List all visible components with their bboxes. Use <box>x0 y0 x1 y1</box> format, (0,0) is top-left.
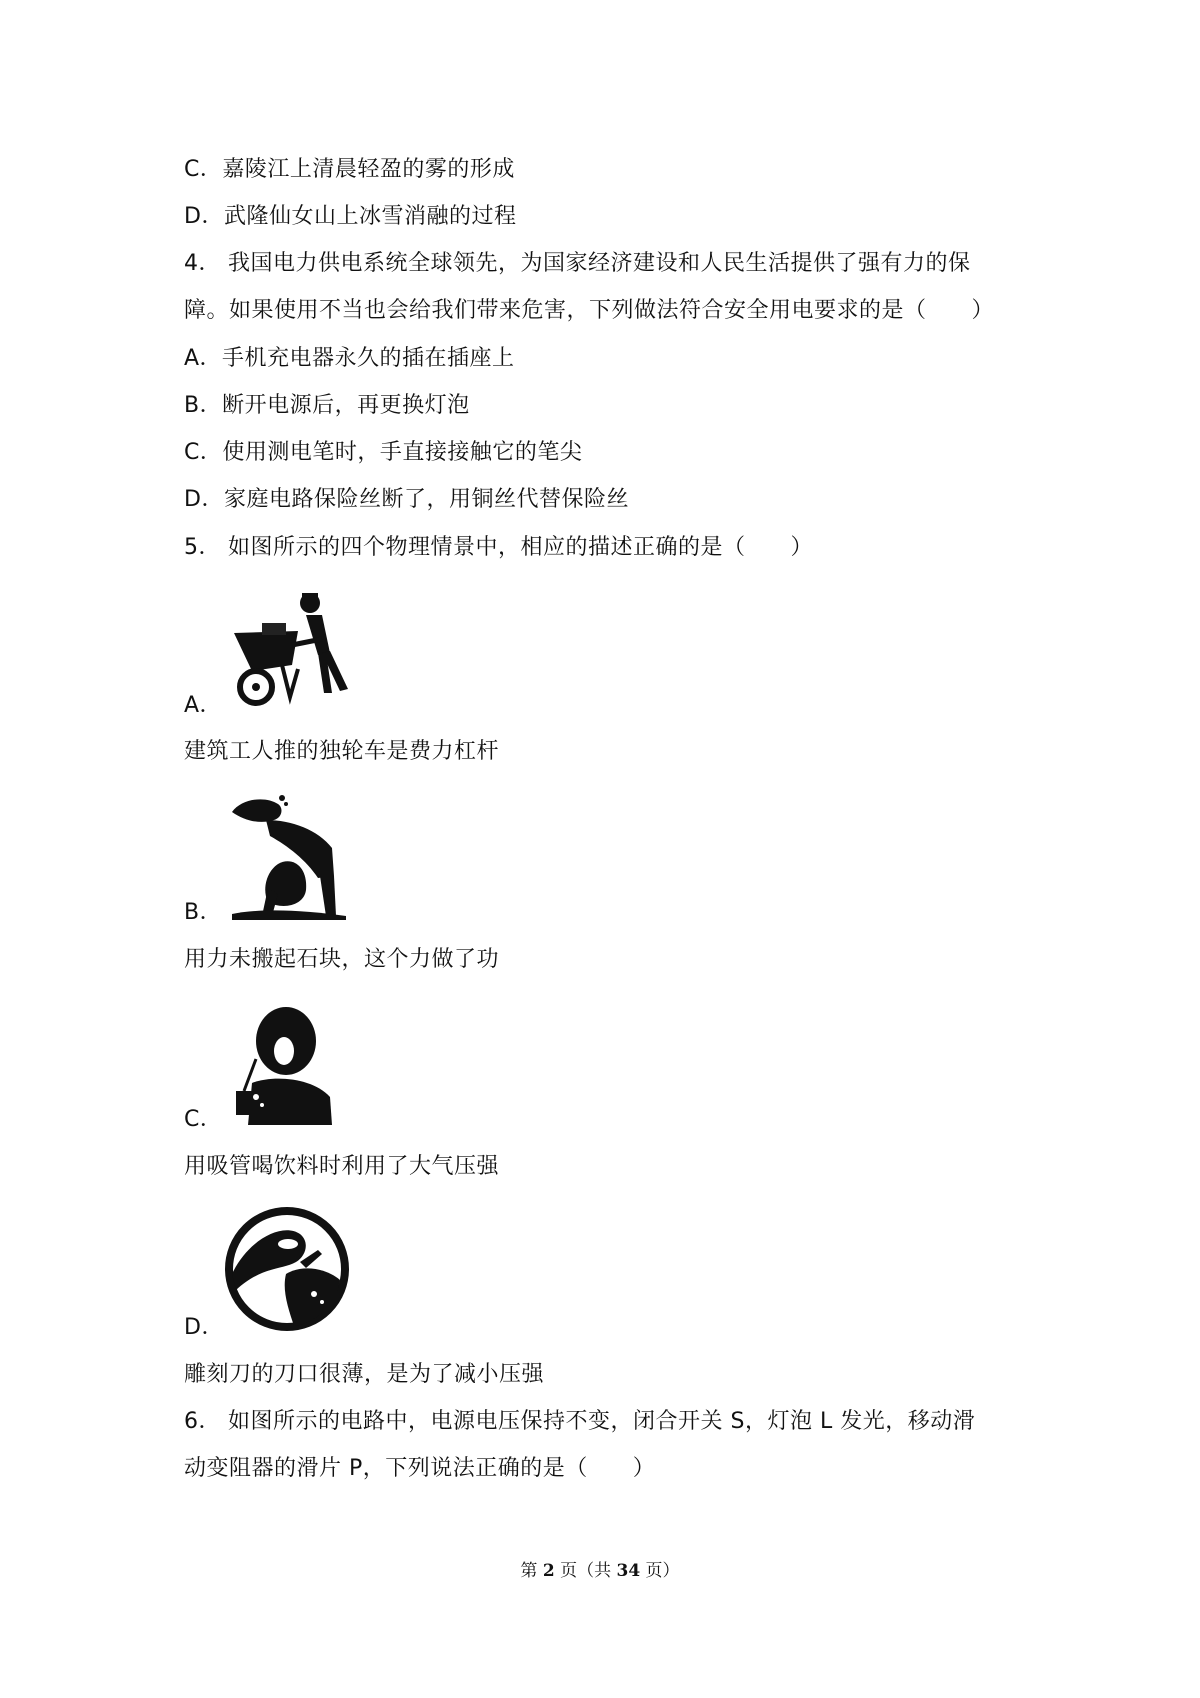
q5-option-d-label: D． <box>184 1315 224 1340</box>
lifting-stone-figure <box>222 790 362 920</box>
q6-number: 6． <box>184 1409 221 1434</box>
q5-number: 5． <box>184 535 221 560</box>
q6-stem-line2: 动变阻器的滑片 P，下列说法正确的是（ ） <box>184 1456 656 1481</box>
footer-middle: 页（共 <box>554 1561 617 1581</box>
q4-option-d: D．家庭电路保险丝断了，用铜丝代替保险丝 <box>184 487 629 512</box>
wheelbarrow-worker-figure <box>222 583 362 713</box>
footer-prefix: 第 <box>520 1561 543 1581</box>
q5-option-c-text: 用吸管喝饮料时利用了大气压强 <box>184 1154 500 1179</box>
q3-option-d: D．武隆仙女山上冰雪消融的过程 <box>184 204 517 229</box>
q5-option-a-text: 建筑工人推的独轮车是费力杠杆 <box>184 739 500 764</box>
q4-option-a: A．手机充电器永久的插在插座上 <box>184 346 515 371</box>
carving-knife-figure <box>222 1204 352 1334</box>
q3-option-c: C．嘉陵江上清晨轻盈的雾的形成 <box>184 157 515 182</box>
q5-option-d-text: 雕刻刀的刀口很薄，是为了减小压强 <box>184 1362 545 1387</box>
q5-stem-text: 如图所示的四个物理情景中，相应的描述正确的是（ ） <box>228 535 814 560</box>
q5-option-c-label: C． <box>184 1107 223 1132</box>
q4-option-c: C．使用测电笔时，手直接接触它的笔尖 <box>184 440 583 465</box>
footer-suffix: 页） <box>640 1561 680 1581</box>
q6-stem-line1 <box>184 1407 975 1437</box>
q4-stem-line2: 障。如果使用不当也会给我们带来危害，下列做法符合安全用电要求的是（ ） <box>184 298 995 323</box>
footer-page-number: 2 <box>542 1561 555 1581</box>
straw-drinking-figure <box>222 997 342 1127</box>
q5-option-b-text: 用力未搬起石块，这个力做了功 <box>184 947 500 972</box>
q4-option-b: B．断开电源后，再更换灯泡 <box>184 393 470 418</box>
footer-total-pages: 34 <box>616 1561 641 1581</box>
q6-stem-text1: 如图所示的电路中，电源电压保持不变，闭合开关 S，灯泡 L 发光，移动滑 <box>228 1409 976 1434</box>
q4-stem-line1 <box>184 249 971 279</box>
page-footer <box>0 1556 1200 1581</box>
q5-option-a-label: A． <box>184 693 223 718</box>
q4-number: 4． <box>184 251 221 276</box>
q4-stem-text1: 我国电力供电系统全球领先，为国家经济建设和人民生活提供了强有力的保 <box>228 251 971 276</box>
q5-stem <box>184 533 813 563</box>
q5-option-b-label: B． <box>184 900 223 925</box>
